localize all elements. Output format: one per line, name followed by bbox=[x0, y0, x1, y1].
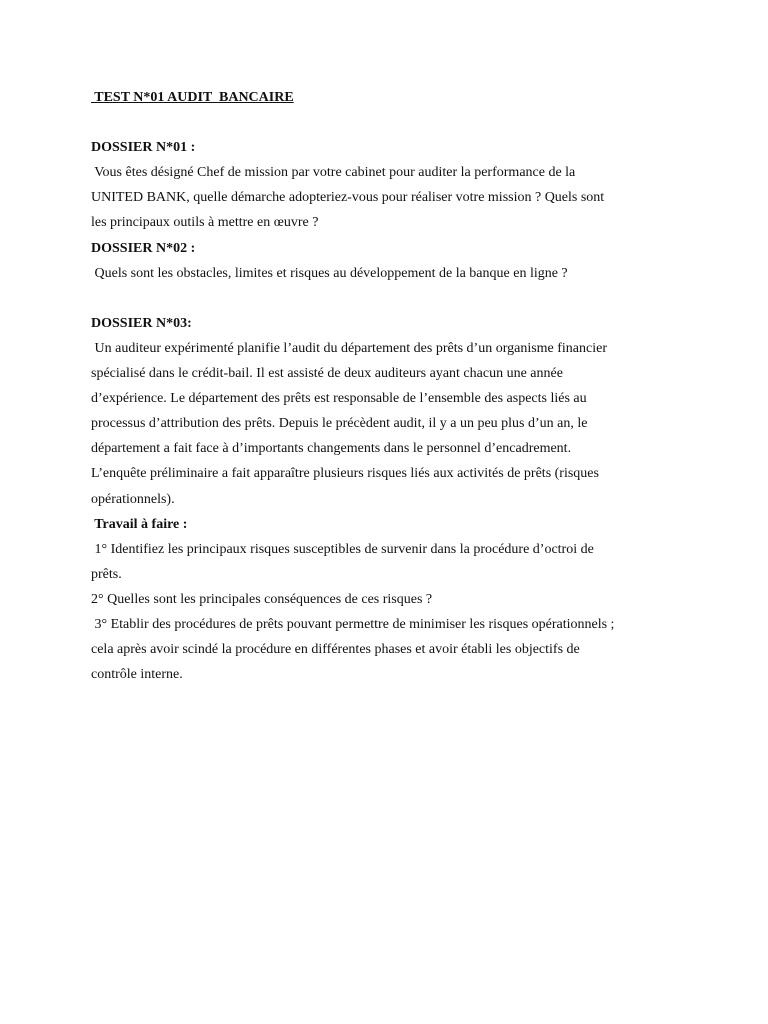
question-line: contrôle interne. bbox=[91, 667, 183, 683]
paragraph-line: processus d’attribution des prêts. Depuis le précèdent audit, il y a un peu plus d’un an, le bbox=[91, 416, 588, 432]
spacer bbox=[91, 110, 681, 135]
paragraph-line: Vous êtes désigné Chef de mission par votre cabinet pour auditer la performance de la bbox=[91, 165, 576, 181]
paragraph-line: d’expérience. Le département des prêts est responsable de l’ensemble des aspects liés au bbox=[91, 391, 587, 407]
work-heading: Travail à faire : bbox=[91, 516, 188, 532]
paragraph-line: L’enquête préliminaire a fait apparaître plusieurs risques liés aux activités de prêts (risques bbox=[91, 466, 599, 482]
paragraph-line: UNITED BANK, quelle démarche adopteriez-vous pour réaliser votre mission ? Quels sont bbox=[91, 190, 605, 206]
dossier-3-heading: DOSSIER N*03: bbox=[91, 315, 192, 331]
paragraph-line: spécialisé dans le crédit-bail. Il est assisté de deux auditeurs ayant chacun une année bbox=[91, 366, 563, 382]
paragraph-line: opérationnels). bbox=[91, 491, 175, 507]
question-line: prêts. bbox=[91, 566, 122, 582]
question-line: 1° Identifiez les principaux risques susceptibles de survenir dans la procédure d’octroi de bbox=[91, 541, 594, 557]
paragraph-line: département a fait face à d’importants changements dans le personnel d’encadrement. bbox=[91, 441, 572, 457]
dossier-2-heading: DOSSIER N*02 : bbox=[91, 240, 196, 256]
paragraph-line: Un auditeur expérimenté planifie l’audit du département des prêts d’un organisme financier bbox=[91, 340, 608, 356]
dossier-1-heading: DOSSIER N*01 : bbox=[91, 140, 196, 156]
paragraph-line: les principaux outils à mettre en œuvre ? bbox=[91, 215, 319, 231]
question-line: cela après avoir scindé la procédure en différentes phases et avoir établi les objectifs de bbox=[91, 642, 580, 658]
document-title: TEST N*01 AUDIT BANCAIRE bbox=[91, 90, 294, 105]
question-line: 3° Etablir des procédures de prêts pouvant permettre de minimiser les risques opérationnels ; bbox=[91, 616, 615, 632]
spacer bbox=[91, 286, 681, 311]
question-line: 2° Quelles sont les principales conséquences de ces risques ? bbox=[91, 591, 433, 607]
document-body bbox=[91, 85, 681, 687]
paragraph-line: Quels sont les obstacles, limites et risques au développement de la banque en ligne ? bbox=[91, 265, 568, 281]
